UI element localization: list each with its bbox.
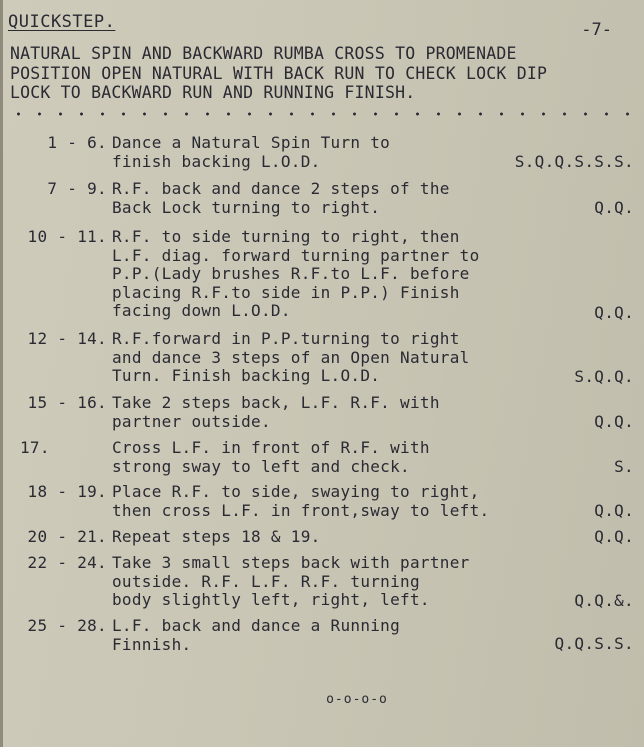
step-numbers: 12 - 14. xyxy=(27,329,107,348)
step-description xyxy=(112,439,430,476)
step-numbers: 22 - 24. xyxy=(27,553,107,572)
step-timing: Q.Q. xyxy=(594,198,634,217)
step-description xyxy=(112,554,470,610)
description-line: L.F. back and dance a Running xyxy=(112,616,401,635)
figure-title-line: NATURAL SPIN AND BACKWARD RUMBA CROSS TO PROMENADE xyxy=(10,44,517,63)
description-line: R.F. to side turning to right, then xyxy=(112,227,460,246)
step-description xyxy=(112,528,321,547)
step-timing: S. xyxy=(614,457,634,476)
step-timing: Q.Q. xyxy=(594,412,634,431)
description-line: R.F.forward in P.P.turning to right xyxy=(112,329,460,348)
description-line: strong sway to left and check. xyxy=(112,456,410,476)
step-numbers: 15 - 16. xyxy=(27,393,107,412)
description-line: and dance 3 steps of an Open Natural xyxy=(112,347,470,367)
step-numbers: 25 - 28. xyxy=(27,616,107,635)
step-timing: Q.Q. xyxy=(594,501,634,520)
step-timing: Q.Q.&. xyxy=(574,591,634,610)
step-description xyxy=(112,330,470,386)
end-mark: o-o-o-o xyxy=(326,692,388,707)
description-line: Take 3 small steps back with partner xyxy=(112,553,470,572)
description-line: outside. R.F. L.F. R.F. turning xyxy=(112,571,420,591)
description-line: R.F. back and dance 2 steps of the xyxy=(112,179,450,198)
description-line: finish backing L.O.D. xyxy=(112,151,321,171)
dance-title: QUICKSTEP. xyxy=(8,12,116,32)
step-description xyxy=(112,394,440,431)
figure-title-line: LOCK TO BACKWARD RUN AND RUNNING FINISH. xyxy=(10,83,416,102)
step-numbers: 10 - 11. xyxy=(27,227,107,246)
step-description xyxy=(112,483,489,520)
step-timing: Q.Q. xyxy=(594,303,634,322)
description-line: then cross L.F. in front,sway to left. xyxy=(112,500,490,520)
description-line: facing down L.O.D. xyxy=(112,301,291,320)
description-line: Take 2 steps back, L.F. R.F. with xyxy=(112,393,440,412)
figure-title-line: POSITION OPEN NATURAL WITH BACK RUN TO CHECK LOCK DIP xyxy=(10,63,548,83)
description-line: Turn. Finish backing L.O.D. xyxy=(112,366,381,385)
step-numbers: 18 - 19. xyxy=(27,482,107,501)
step-numbers: 7 - 9. xyxy=(47,179,107,198)
step-numbers: 20 - 21. xyxy=(27,527,107,546)
description-line: Cross L.F. in front of R.F. with xyxy=(112,438,430,457)
step-description xyxy=(112,134,390,171)
step-timing: S.Q.Q. xyxy=(574,367,634,386)
description-line: Finnish. xyxy=(112,634,192,654)
step-numbers: 17. xyxy=(20,438,50,457)
step-numbers: 1 - 6. xyxy=(47,133,107,152)
description-line: P.P.(Lady brushes R.F.to L.F. before xyxy=(112,264,470,283)
description-line: placing R.F.to side in P.P.) Finish xyxy=(112,282,460,302)
description-line: partner outside. xyxy=(112,411,271,431)
page-number: -7- xyxy=(581,20,612,40)
description-line: Repeat steps 18 & 19. xyxy=(112,527,321,546)
step-timing: S.Q.Q.S.S.S. xyxy=(514,152,634,171)
description-line: Back Lock turning to right. xyxy=(112,197,381,217)
step-timing: Q.Q. xyxy=(594,527,634,546)
description-line: Dance a Natural Spin Turn to xyxy=(112,133,391,152)
step-description xyxy=(112,228,480,321)
step-timing: Q.Q.S.S. xyxy=(554,634,634,653)
dotted-separator xyxy=(8,111,638,117)
description-line: L.F. diag. forward turning partner to xyxy=(112,245,480,265)
figure-title xyxy=(10,44,630,103)
step-description xyxy=(112,180,450,217)
description-line: body slightly left, right, left. xyxy=(112,590,430,609)
step-description xyxy=(112,617,400,654)
description-line: Place R.F. to side, swaying to right, xyxy=(112,482,480,501)
